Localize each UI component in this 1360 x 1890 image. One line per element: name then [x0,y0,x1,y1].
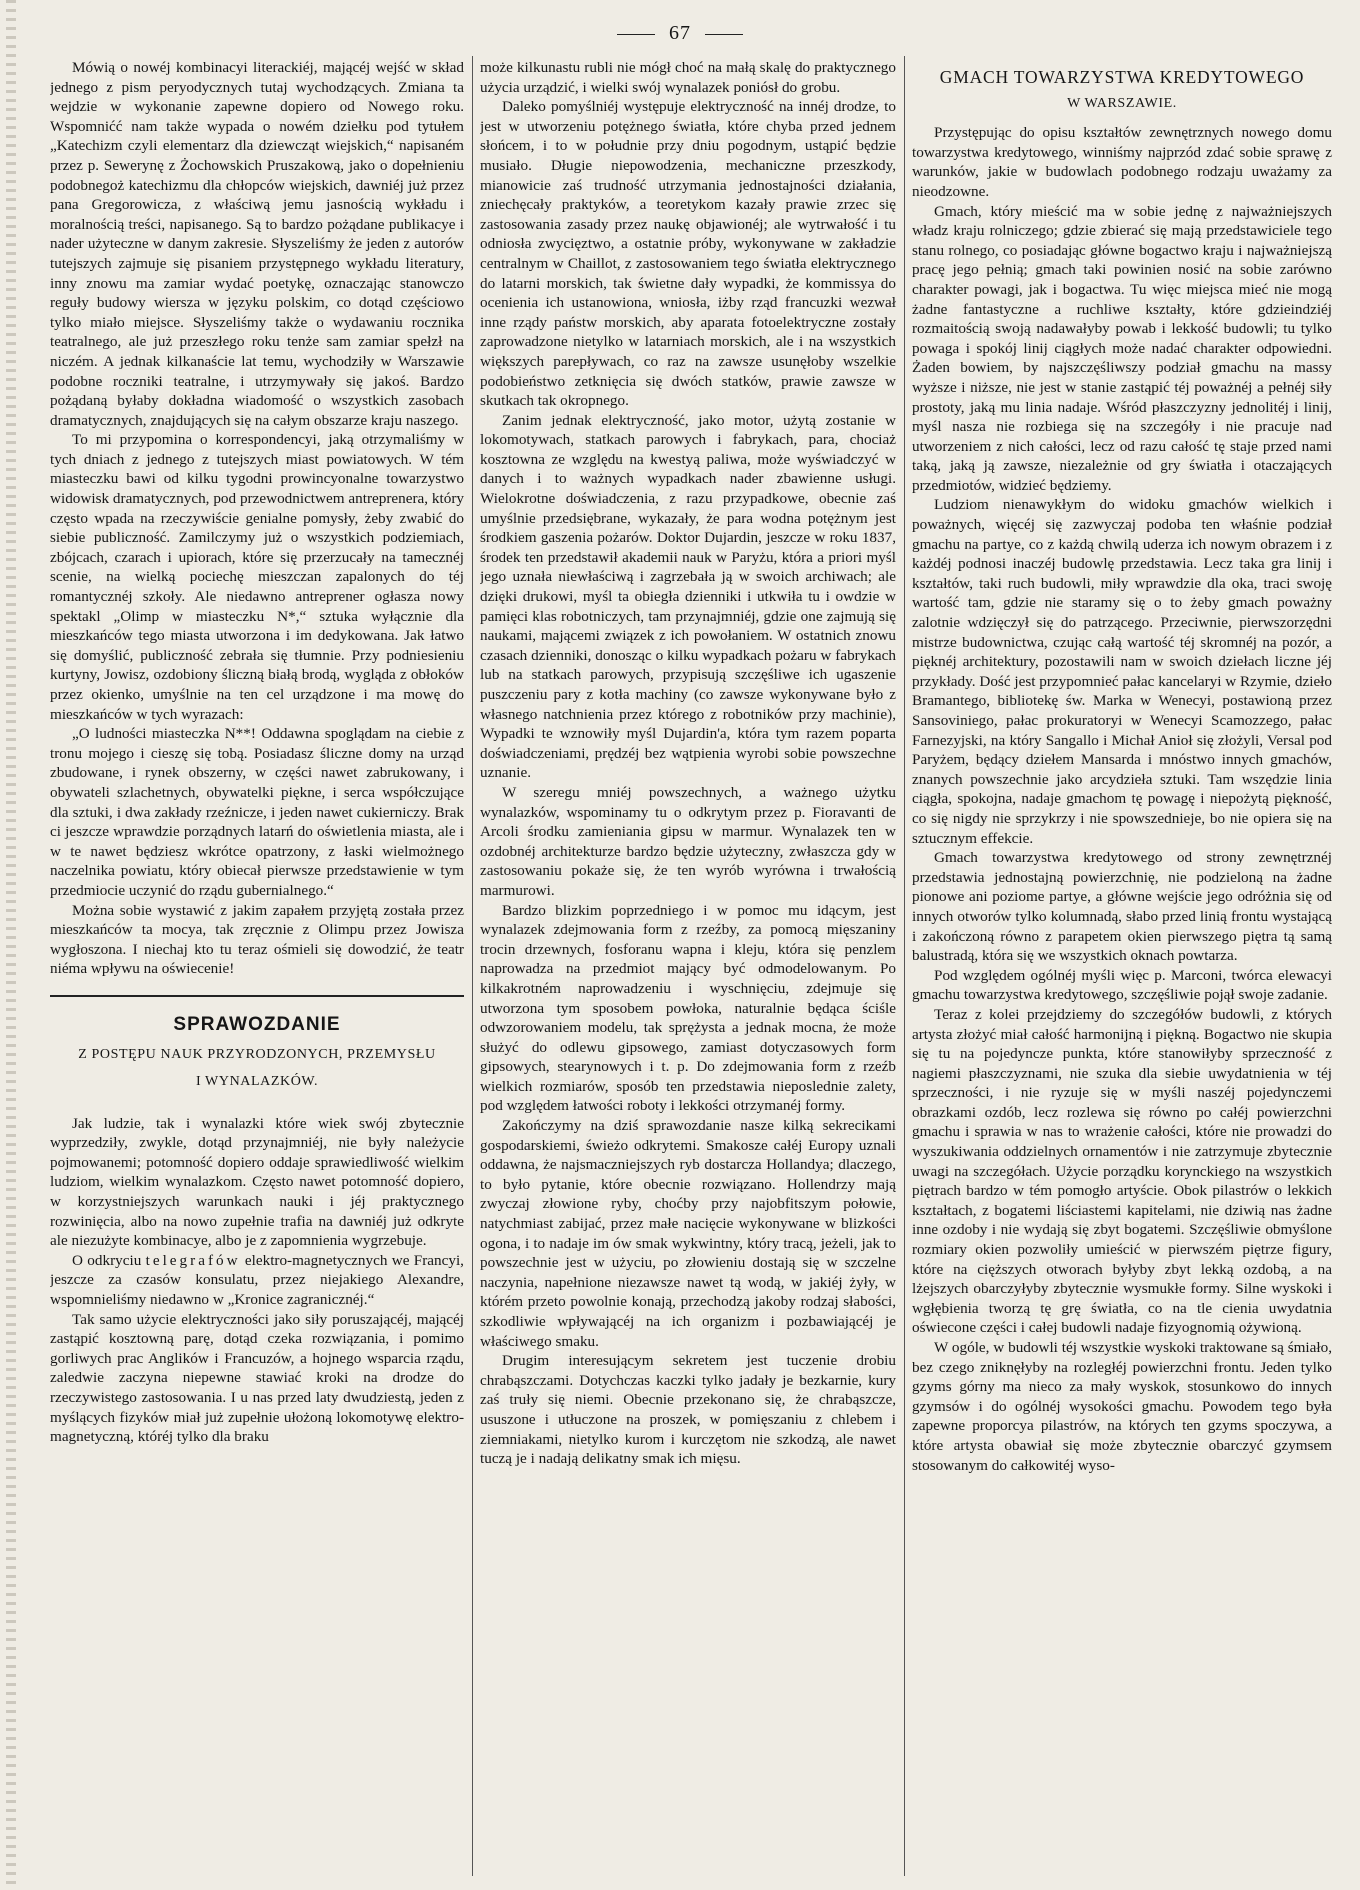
article-title: GMACH TOWARZYSTWA KREDYTOWEGO [939,67,1305,87]
column-rule-1 [472,56,473,1876]
column-rule-2 [904,56,905,1876]
paragraph: Tak samo użycie elektryczności jako siły poruszającéj, mającéj zastąpić kosztowną parę, dotąd czeka rozwiązania, i pomimo gorliwych prac Anglików i Francuzów, a hojnego wsparcia rządu, zaledwie zaczyna niepewne stawiać kroki na drodze do rzeczywistego zastosowania. I u nas przed laty dwudziestą, jeden z myślących fizyków miał już zupełnie ułożoną lokomotywę elektro-magnetyczną, któréj tylko dla braku [50,1310,464,1446]
page-number-dash-right [705,34,743,35]
paragraph: To mi przypomina o korrespondencyi, jaką otrzymaliśmy w tych dniach z jednego z tutejszych miast powiatowych. W tém miasteczku bawi od kilku tygodni prowincyonalne towarzystwo widowisk dramatycznych, pod przewodnictwem antreprenera, który często wpada na rzeczywiście genialne pomysły, żeby zwabić do siebie publiczność. Zamilczymy już o wszystkich podziemiach, zbójcach, czarach i upiorach, które się przerzucały na tamecznéj scenie, na wielką pociechę mieszczan zapalonych do téj romantycznéj szkoły. Ale niedawno antreprener ogłasza nowy spektakl „Olimp w miasteczku N*,“ sztuka wyłącznie dla mieszkańców tego miasta utworzona i im dedykowana. Jak łatwo się domyślić, publiczność zebrała się tłumnie. Przy podniesieniu kurtyny, Jowisz, ozdobiony śliczną białą brodą, wygląda z obłoków przez okienko, umyślnie na ten cel urządzone i ma mowę do mieszkańców w tych wyrazach: [50,431,464,723]
paragraph [50,1251,464,1310]
paragraph: Daleko pomyślniéj występuje elektryczność na innéj drodze, to jest w utworzeniu potężnego światła, które chyba przed jednem słońcem, i to w południe przy dniu pogodnym, ustąpić będzie musiało. Długie niepowodzenia, mechaniczne przeszkody, mianowicie zaś trudność utrzymania jednostajności działania, zniechęcały praktyków, a teoretykom kazały prawie zrzec się zastosowania zasady przez naukę objawionéj; ale wytrwałość i tu odniosła zwycięztwo, a ostatnie próby, wykonywane w zakładzie centralnym w Chaillot, z zastosowaniem tego światła elektrycznego do latarni morskich, tak świetne dały wypadki, że kommissya do ocenienia ich ustanowiona, wniosła, iżby rząd francuzki wezwał inne rządy państw morskich, aby aparata fotoelektryczne zostały zaprowadzone nietylko w latarniach morskich, ale i na wszystkich większych parepływach, co raz na zawsze usunęłoby wszelkie podobieństwo zetknięcia się dwóch statków, prawie zawsze w skutkach tak okropnego. [480,98,896,410]
column-2 [480,58,896,1878]
paragraph: Gmach towarzystwa kredytowego od strony zewnętrznéj przedstawia jednostajną powierzchnię, nie podzieloną na żadne pionowe ani poziome partye, a główne wejście jego odróżnia się od innych otworów tylko kolumnadą, słabo przed linią frontu wystającą i zakończoną równo z parapetem okien pierwszego piętra tą samą balustradą, która się we wszystkich oknach powtarza. [912,849,1332,965]
paragraph: może kilkunastu rubli nie mógł choć na małą skalę do praktycznego użycia urządzić, i wielki swój wynalazek poniósł do grobu. [480,59,896,96]
page-number [0,22,1360,45]
page-number-text: 67 [669,22,691,44]
paragraph: Przystępując do opisu kształtów zewnętrznych nowego domu towarzystwa kredytowego, winniśmy najprzód zdać sobie sprawę z warunków, jakie w budowlach podobnego rodzaju uważamy za nieodzowne. [912,124,1332,200]
paragraph: Ludziom nienawykłym do widoku gmachów wielkich i poważnych, więcéj się zazwyczaj podoba ten właśnie podział gmachu na partye, co z każdą chwilą uderza ich nowym obrazem i z każdéj podnosi inaczéj budowlę przedstawia. Lecz taka gra linij i kształtów, taki ruch budowli, miły wprawdzie dla oka, traci swoję wartość tam, gdzie nie staramy się o to żeby gmach poważny zalotnie wdzięczył się do patrzącego. Przeciwnie, pierwszorzędni mistrze budownictwa, czując całą wartość téj skromnéj na pozór, a pięknéj architektury, pozostawili nam w swoich dziełach liczne jéj przykłady. Dość jest przypomnieć pałac kancelaryi w Rzymie, dzieło Bramantego, bibliotekę św. Marka w Wenecyi, postawioną przez Sansoviniego, pałac prokuratoryi w Wenecyi Scamozzego, pałac Farnezyjski, na który Sangallo i Michał Anioł się złożyli, Versal pod Paryżem, będący dziełem Mansarda i mnóstwo innych gmachów, znanych powszechnie jako arcydzieła sztuki. Tam wszędzie linia ciągła, spokojna, nadaje gmachom tę powagę i niepożytą piękność, co się nigdy nie sprzykrzy i nie spowszednieje, bo nie opiera się na sztucznym effekcie. [912,496,1332,847]
quotation-paragraph: „O ludności miasteczka N**! Oddawna spoglądam na ciebie z tronu mojego i cieszę się tobą. Posiadasz śliczne domy na urząd zbudowane, i rynek obszerny, w części nawet zabrukowany, i obywateli szlachetnych, obywatelki piękne, i serca współczujące dla sztuki, i dwa zakłady rzeźnicze, i jeden nawet cukierniczy. Brak ci jeszcze wprawdzie porządnych latarń do oświetlenia miasta, ale i w te nawet będziesz wkrótce opatrzony, z łaski wielmożnego naczelnika powiatu, który obiecał pierwsze przedstawienie w tym przedmiocie uczynić do rządu gubernialnego.“ [50,725,464,899]
paragraph: Pod względem ogólnéj myśli więc p. Marconi, twórca elewacyi gmachu towarzystwa kredytowego, szczęśliwie pojął swoje zadanie. [912,966,1332,1004]
binding-edge [6,0,16,1890]
article-subtitle: W WARSZAWIE. [1067,95,1177,111]
paragraph: W ogóle, w budowli téj wszystkie wyskoki traktowane są śmiało, bez czego zniknęłyby na rozległéj powierzchni frontu. Jeden tylko gzyms górny ma nieco za mały wyskok, stosunkowo do innych gzymsów i do ogólnéj wysokości gmachu. Powodem tego była zapewne proporcya pilastrów, na których ten gzyms spoczywa, a które artysta obawiał się może zbytecznie obarczyć gzymsem stosowanym do całkowitéj wyso- [912,1339,1332,1474]
page-number-dash-left [617,34,655,35]
section-separator [50,995,464,997]
paragraph: Gmach, który mieścić ma w sobie jednę z najważniejszych władz kraju rolniczego; gdzie zbierać się mają przedstawiciele tego stanu rolnego, co posiadając główne bogactwo kraju i najważniejszą pracę jego pełnią; gmach taki powinien nosić na sobie zarówno charakter powagi, jak i bogactwa. Tu więc miejsca mieć nie mogą żadne fantastyczne a ruchliwe kształty, które gdzieindziéj rozmaitością swoją nadawałyby powab i lekkość budowli; tu tylko powaga i spokój linij ciągłych może nadać charakter odpowiedni. Żaden bowiem, by najszczęśliwszy podział gmachu na massy wyższe i niższe, nie jest w stanie zastąpić téj poważnéj a pełnéj siły prostoty, jaką mu linia nadaje. Wśród płaszczyzny jednolitéj i linij, myśl nasza nie rozbiega się na szczegóły i nie pracuje nad utworzeniem z nich całości, lecz od razu całość tę staje przed nami taką, jaką ją zawsze, niezależnie od gry światła i otaczających przedmiotów, widzieć będziemy. [912,202,1332,494]
paragraph-text: elektro-magnetycznych we Francyi, jeszcze za czasów konsulatu, przez niejakiego Alexandre, wspomnieliśmy niedawno w „Kronice zagranicznéj.“ [50,1251,464,1309]
paragraph: Jak ludzie, tak i wynalazki które wiek swój zbytecznie wyprzedziły, zwykle, dotąd przynajmniéj, nie były należycie pojmowanemi; potomność dopiero oddaje sprawiedliwość wielkim ludziom, wielkim wynalazkom. Często nawet potomność dopiero, w korzystniejszych warunkach nauki i jéj praktycznego rozwinięcia, albo na nowo zupełnie trafia na dawniéj już odkryte ale niezużyte kombinacye, albo je z zapomnienia wygrzebuje. [50,1114,464,1250]
paragraph: Zanim jednak elektryczność, jako motor, użytą zostanie w lokomotywach, statkach parowych i fabrykach, para, chociaż kosztowna ze względu na kwestyą paliwa, może wyświadczyć w danych i to ważnych wypadkach nader zbawienne usługi. Wielokrotne doświadczenia, z razu przypadkowe, obecnie zaś umyślnie przedsiębrane, wykazały, że para wodna potężnym jest środkiem gaszenia pożarów. Doktor Dujardin, jeszcze w roku 1837, środek ten przedstawił akademii nauk w Paryżu, która a priori myśl jego uznała niewłaściwą i zagrzebała ją w swoich archiwach; ale dzięki drukowi, myśl ta obiegła dzienniki i utkwiła tu i owdzie w pamięci klas robotniczych, tam przynajmniéj, gdzie one zajmują się naukami, mającemi związek z ich powołaniem. W ostatnich znowu czasach dzienniki, donosząc o kilku wypadkach pożaru w fabrykach lub na statkach parowych, przypisują szczęśliwe ich ugaszenie puszczeniu pary z kotła machiny (co zawsze wykonywane było z własnego natchnienia przez którego z robotników przy machinie), Wypadki te wznowiły myśl Dujardin'a, która tym razem poparta doświadczeniami, prędzéj bez wątpienia wyrobi sobie powszechne uznanie. [480,411,896,782]
section-subheading: Z POSTĘPU NAUK PRZYRODZONYCH, PRZEMYSŁU [78,1046,436,1062]
paragraph: W szeregu mniéj powszechnych, a ważnego użytku wynalazków, wspominamy tu o odkrytym przez p. Fioravanti de Arcoli środku zamieniania gipsu w marmur. Wynalazek ten w ozdobnéj architekturze bardzo będzie użyteczny, zwłaszcza gdy w zastosowaniu pokaże się, że ten wyrób wyrówna i trwałością marmurowi. [480,783,896,899]
paragraph: Mówią o nowéj kombinacyi literackiéj, mającéj wejść w skład jednego z pism peryodycznych tutaj wychodzących. Zmiana ta wejdzie w wykonanie zapewne dopiero od Nowego roku. Wspomnićć nam także wypada o nowém dziełku pod tytułem „Katechizm czyli elementarz dla dziewcząt wiejskich,“ napisaném przez p. Sewerynę z Żochowskich Pruszakową, jako o dopełnieniu podobnegoż katechizmu dla chłopców wiejskich, dawniéj już przez pana Gregorowicza, z właściwą jemu jasnością wykładu i moralnością treści, napisanego. Są to bardzo pożądane publikacye i nader użyteczne w danym zakresie. Słyszeliśmy że jeden z autorów tutejszych zajmuje się pisaniem przystępnego wykładu literatury, inny znowu ma zamiar wydać poetykę, oznaczając stanowczo reguły budowy wiersza w języku polskim, co dotąd częściowo tylko miało miejsce. Słyszeliśmy także o wydawaniu rocznika teatralnego, ale już przeszłego roku tenże sam zamiar spełzł na niczém. A jednak kilkanaście lat temu, wychodziły w Warszawie podobne roczniki teatralne, i utrzymywały się jakoś. Bardzo pożądaną byłaby dokładna wiadomość o wszystkich zasobach dramatycznych, znajdujących się na całym obszarze kraju naszego. [50,59,464,429]
section-heading: SPRAWOZDANIE [173,1013,341,1035]
paragraph: Zakończymy na dziś sprawozdanie nasze kilką sekrecikami gospodarskiemi, świeżo odkrytemi. Smakosze całéj Europy uznali oddawna, że najsmaczniejszych ryb dostarcza Hollandya; dlaczego, to było pytanie, które obecnie rozwiązano. Hollendrzy mają zwyczaj złowione ryby, choćby przy najobfitszym połowie, natychmiast zabijać, przez małe nacięcie wykonywane w blizkości ogona, i to nadaje im ów smak wykwintny, który tracą, jeżeli, jak to powszechnie jest w użyciu, po złowieniu dostają się w szczelne naczynia, napełnione niezawsze nawet tą wodą, w jakiéj żyły, w którém przeto powolnie konają, przechodzą jakoby rodzaj słabości, szkodliwie wpływającéj na ich organizm i pozbawiającéj je właściwego smaku. [480,1117,896,1350]
paragraph: Bardzo blizkim poprzedniego i w pomoc mu idącym, jest wynalazek zdejmowania form z rzeźby, za pomocą mięszaniny trocin drzewnych, fosforanu wapna i kleju, która się penzlem naprowadza na przedmiot mający być odmodelowanym. Po kilkakrotném naprowadzeniu i wyschnięciu, zdejmuje się utworzona tym sposobem powłoka, naturalnie będąca ściśle odwzorowaniem modelu, tak sprężysta a jednak mocna, że może służyć do odlewu gipsowego, zamiast dotyczasowych form gipsowych, stearynowych i t. p. Do zdejmowania form z rzeźb wielkich rozmiarów, sposób ten przedstawia nieposlednie zalety, pod względem łatwości roboty i lekkości otrzymanéj formy. [480,901,896,1115]
paragraph: Można sobie wystawić z jakim zapałem przyjętą została przez mieszkańców ta mocya, tak zręcznie z Olimpu przez Jowisza wygłoszona. I niechaj kto tu teraz ośmieli się dowodzić, że teatr niéma wpływu na oświecenie! [50,901,464,978]
column-1 [50,58,464,1878]
section-subheading-2: I WYNALAZKÓW. [195,1074,319,1090]
spaced-word: telegrafów [145,1251,241,1269]
column-3 [912,58,1332,1878]
paragraph: Teraz z kolei przejdziemy do szczegółów budowli, z których artysta złożyć miał całość harmonijną i piękną. Bogactwo nie skupia się tu na pojedyncze punkta, które stanowiłyby sprzeczność z nagiemi płaszczyznami, nie szuka dla siebie uwydatnienia w téj sprzeczności, i nie ryzuje się w myśli naszéj pojedynczemi obrazkami ozdób, lecz rozlewa się równo po całéj powierzchni gmachu i sprawia w nas to wrażenie całości, które nie prowadzi do wyszukiwania oddzielnych ornamentów i nie zatrzymuje zbytecznie uwagi na szczegółach. Użycie porządku korynckiego na wszystkich piętrach bardzo w tém pomogło artyście. Obok pilastrów o lekkich kształtach, z bogatemi liściastemi kapitelami, nie dziwią nas żadne inne ozdoby i nie wydają się zbyt bogatemi. Szczęśliwie obmyślone rozmiary okien pozwoliły umieścić w pierwszém piętrze figury, które na cięższych otworach byłyby zbyt lekką ozdobą, a na lżejszych obarczyłyby zbytecznie wysmukłe formy. Silne wyskoki i wgłębienia tworzą tę grę światła, co na tle cienia uwydatnia oświecone części i całej budowli nadaje fizyognomią ożywioną. [912,1005,1332,1337]
paragraph-text: O odkryciu [72,1251,146,1269]
paragraph: Drugim interesującym sekretem jest tuczenie drobiu chrabąszczami. Dotychczas kaczki tylko jadały je bezkarnie, kury zaś truły się niemi. Obecnie przekonano się, że chrabąszcze, ususzone i utłuczone na proszek, w pomięszaniu z chlebem i ziemniakami, nietylko kurom i kurczętom nie szkodzą, ale nawet tuczą je i nadają delikatny smak ich mięsu. [480,1352,896,1468]
